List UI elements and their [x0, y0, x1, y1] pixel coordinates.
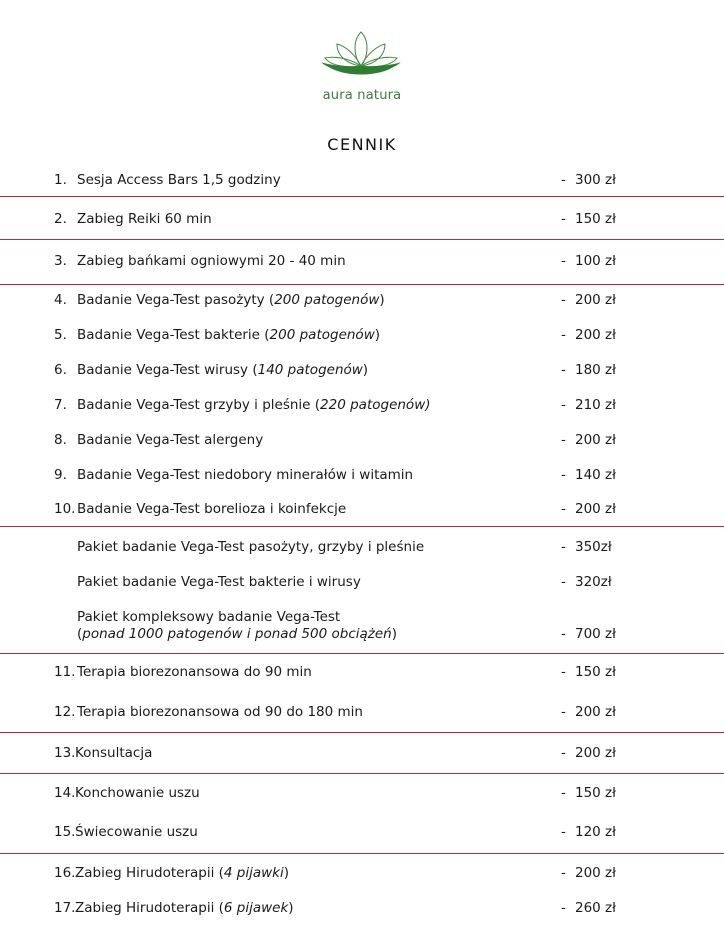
item-price: - 180 zł — [561, 362, 616, 378]
item-number: 15. — [54, 824, 76, 840]
item-price: - 200 zł — [561, 327, 616, 343]
item-number: 12. — [54, 704, 76, 720]
item-number: 1. — [54, 172, 67, 188]
item-number: 17. — [54, 900, 76, 916]
item-number: 9. — [54, 467, 67, 483]
item-number: 4. — [54, 292, 67, 308]
page-title: CENNIK — [327, 135, 397, 154]
item-number: 8. — [54, 432, 67, 448]
item-price: - 200 zł — [561, 292, 616, 308]
item-number: 13. — [54, 745, 76, 761]
item-number: 14. — [54, 785, 76, 801]
item-price: - 320zł — [561, 574, 612, 590]
divider — [0, 196, 724, 197]
item-price: - 210 zł — [561, 397, 616, 413]
item-description: Terapia biorezonansowa od 90 do 180 min — [77, 704, 363, 720]
brand-name: aura natura — [322, 88, 402, 103]
item-description: Badanie Vega-Test bakterie (200 patogenów) — [77, 327, 381, 343]
item-description: Badanie Vega-Test alergeny — [77, 432, 264, 448]
item-description: Badanie Vega-Test niedobory minerałów i witamin — [77, 467, 414, 483]
item-description: Zabieg bańkami ogniowymi 20 - 40 min — [77, 253, 346, 269]
item-price: - 200 zł — [561, 501, 616, 517]
lotus-icon — [319, 28, 403, 80]
item-price: - 120 zł — [561, 824, 616, 840]
item-price: - 140 zł — [561, 467, 616, 483]
item-number: 3. — [54, 253, 67, 269]
item-number: 5. — [54, 327, 67, 343]
item-description: Zabieg Hirudoterapii (6 pijawek) — [75, 900, 294, 916]
item-number: 7. — [54, 397, 67, 413]
item-description: Pakiet badanie Vega-Test pasożyty, grzyby i pleśnie — [77, 539, 425, 555]
item-description: Badanie Vega-Test wirusy (140 patogenów) — [77, 362, 369, 378]
item-description: Sesja Access Bars 1,5 godziny — [77, 172, 281, 188]
item-price: - 150 zł — [561, 664, 616, 680]
item-price: - 200 zł — [561, 745, 616, 761]
item-number: 6. — [54, 362, 67, 378]
item-description: Konchowanie uszu — [75, 785, 200, 801]
item-price: - 260 zł — [561, 900, 616, 916]
item-price: - 200 zł — [561, 865, 616, 881]
item-price: - 200 zł — [561, 704, 616, 720]
divider — [0, 732, 724, 733]
item-description: Badanie Vega-Test grzyby i pleśnie (220 patogenów) — [77, 397, 431, 413]
item-description: Zabieg Hirudoterapii (4 pijawki) — [75, 865, 290, 881]
item-number: 2. — [54, 211, 67, 227]
divider — [0, 853, 724, 854]
item-description: Badanie Vega-Test pasożyty (200 patogenów) — [77, 292, 385, 308]
divider — [0, 239, 724, 240]
item-price: - 350zł — [561, 539, 612, 555]
item-price: - 100 zł — [561, 253, 616, 269]
item-description: Badanie Vega-Test borelioza i koinfekcje — [77, 501, 347, 517]
divider — [0, 284, 724, 285]
item-price: - 150 zł — [561, 211, 616, 227]
item-price: - 300 zł — [561, 172, 616, 188]
item-price: - 150 zł — [561, 785, 616, 801]
item-description: Zabieg Reiki 60 min — [77, 211, 212, 227]
item-description: Pakiet kompleksowy badanie Vega-Test (ponad 1000 patogenów i ponad 500 obciążeń) — [77, 609, 397, 642]
item-price: - 700 zł — [561, 626, 616, 642]
item-number: 16. — [54, 865, 76, 881]
item-description: Świecowanie uszu — [75, 824, 198, 840]
item-description: Pakiet badanie Vega-Test bakterie i wirusy — [77, 574, 361, 590]
item-number: 10. — [54, 501, 76, 517]
divider — [0, 773, 724, 774]
item-description: Terapia biorezonansowa do 90 min — [77, 664, 312, 680]
divider — [0, 526, 724, 527]
item-number: 11. — [54, 664, 76, 680]
item-description: Konsultacja — [75, 745, 153, 761]
item-price: - 200 zł — [561, 432, 616, 448]
divider — [0, 653, 724, 654]
